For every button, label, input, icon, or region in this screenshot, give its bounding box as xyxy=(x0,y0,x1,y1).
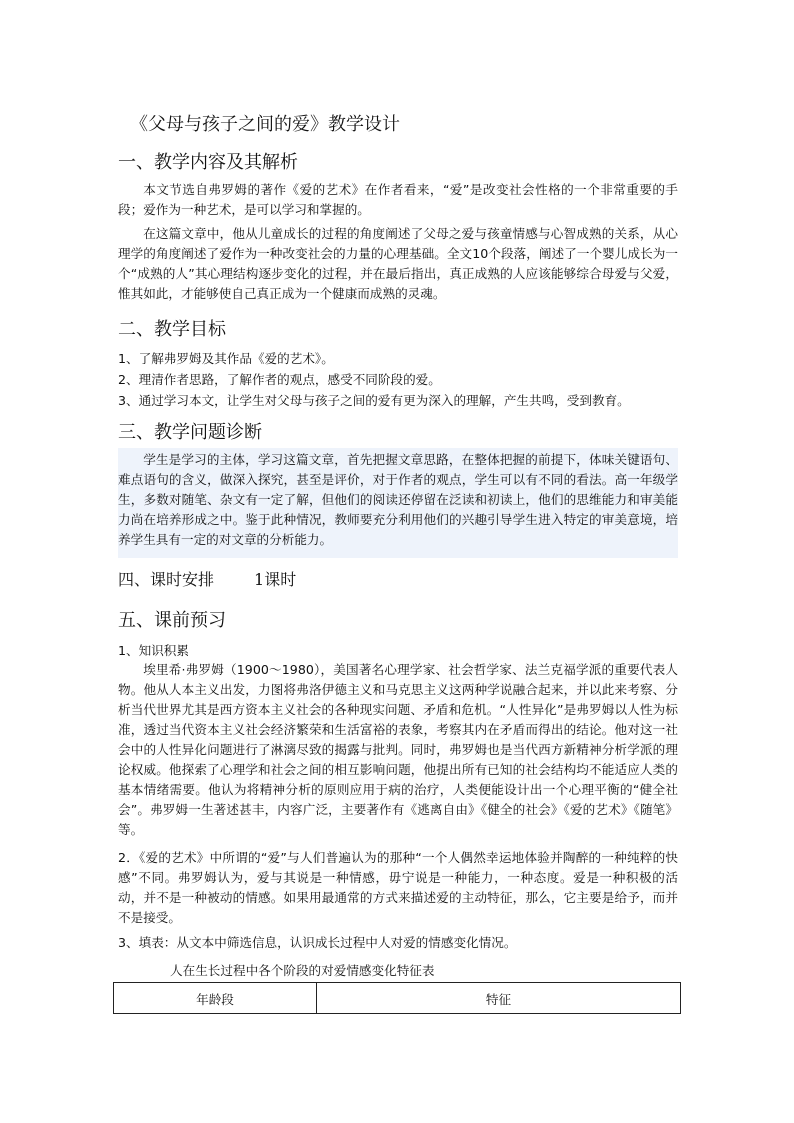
love-art-paragraph: 2．《爱的艺术》中所谓的“爱”与人们普遍认为的那种“一个人偶然幸运地体验并陶醉的一种纯粹的快感”不同。弗罗姆认为，爱与其说是一种情感，毋宁说是一种能力，一种态度。爱是一种积极的活动，并不是一种被动的情感。如果用最通常的方式来描述爱的主动特征，那么，它主要是给予，而并不是接受。 xyxy=(118,850,678,925)
knowledge-paragraph: 埃里希·弗罗姆（1900～1980），美国著名心理学家、社会哲学家、法兰克福学派的重要代表人物。他从人本主义出发，力图将弗洛伊德主义和马克思主义这两种学说融合起来，并以此来考察、分析当代世界尤其是西方资本主义社会的各种现实问题、矛盾和危机。“人性异化”是弗罗姆以人性为标准，透过当代资本主义社会经济繁荣和生活富裕的表象，考察其内在矛盾而得出的结论。他对这一社会中的人性异化问题进行了淋漓尽致的揭露与批判。同时，弗罗姆也是当代西方新精神分析学派的理论权威。他探索了心理学和社会之间的相互影响问题，他提出所有已知的社会结构均不能适应人类的基本情绪需要。他认为将精神分析的原则应用于病的治疗，人类便能设计出一个心理平衡的“健全社会”。弗罗姆一生著述甚丰，内容广泛，主要著作有《逃离自由》《健全的社会》《爱的艺术》《随笔》等。 xyxy=(118,662,678,837)
objective-item-1: 1、了解弗罗姆及其作品《爱的艺术》。 xyxy=(118,351,334,366)
schedule-label: 四、课时安排 xyxy=(118,570,215,589)
section-4-heading xyxy=(118,567,296,590)
section-2-heading: 二、教学目标 xyxy=(118,319,226,340)
schedule-value: 1课时 xyxy=(254,570,297,589)
header-feature: 特征 xyxy=(317,983,681,1014)
objective-item-2: 2、理清作者思路，了解作者的观点，感受不同阶段的爱。 xyxy=(118,372,441,387)
knowledge-title: 1、知识积累 xyxy=(118,643,189,658)
section-5-heading: 五、课前预习 xyxy=(118,610,226,631)
doc-title: 《父母与孩子之间的爱》教学设计 xyxy=(130,114,400,135)
header-age-stage: 年龄段 xyxy=(114,983,317,1014)
objective-item-3: 3、通过学习本文，让学生对父母与孩子之间的爱有更为深入的理解，产生共鸣，受到教育。 xyxy=(118,393,630,408)
stage-feature-table xyxy=(113,982,681,1014)
section-1-paragraph-1: 本文节选自弗罗姆的著作《爱的艺术》在作者看来，“爱”是改变社会性格的一个非常重要的手段；爱作为一种艺术，是可以学习和掌握的。 xyxy=(118,182,678,217)
section-1-heading: 一、教学内容及其解析 xyxy=(118,152,298,173)
table-header-row xyxy=(114,983,681,1014)
section-3-heading: 三、教学问题诊断 xyxy=(118,422,262,443)
fill-table-instruction: 3、填表：从文本中筛选信息，认识成长过程中人对爱的情感变化情况。 xyxy=(118,935,517,950)
table-caption: 人在生长过程中各个阶段的对爱情感变化特征表 xyxy=(170,963,435,978)
section-1-paragraph-2: 在这篇文章中，他从儿童成长的过程的角度阐述了父母之爱与孩童情感与心智成熟的关系，从心理学的角度阐述了爱作为一种改变社会的力量的心理基础。全文10个段落，阐述了一个婴儿成长为一个“成熟的人”其心理结构逐步变化的过程，并在最后指出，真正成熟的人应该能够综合母爱与父爱，惟其如此，才能够使自己真正成为一个健康而成熟的灵魂。 xyxy=(118,226,678,301)
section-3-paragraph: 学生是学习的主体，学习这篇文章，首先把握文章思路，在整体把握的前提下，体味关键语句、难点语句的含义，做深入探究，甚至是评价，对于作者的观点，学生可以有不同的看法。高一年级学生，多数对随笔、杂文有一定了解，但他们的阅读还停留在泛读和初读上，他们的思维能力和审美能力尚在培养形成之中。鉴于此种情况，教师要充分利用他们的兴趣引导学生进入特定的审美意境，培养学生具有一定的对文章的分析能力。 xyxy=(118,452,678,547)
